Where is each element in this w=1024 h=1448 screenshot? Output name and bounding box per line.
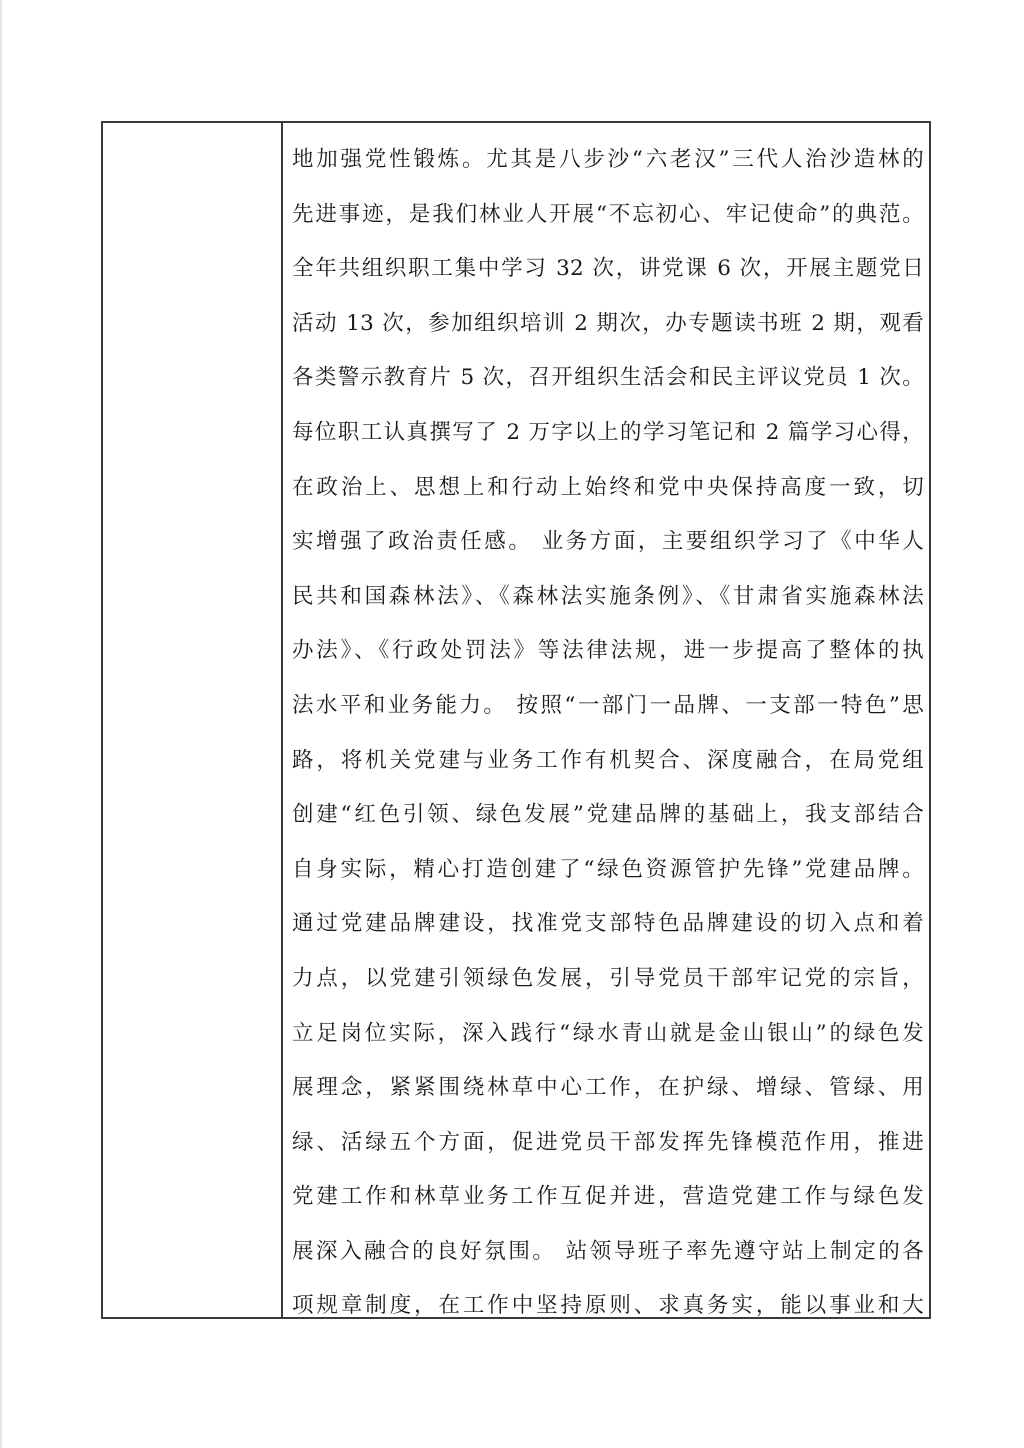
text-line: 先进事迹，是我们林业人开展“不忘初心、牢记使命”的典范。 xyxy=(292,201,924,227)
text-line: 全年共组织职工集中学习 32 次，讲党课 6 次，开展主题党日 xyxy=(292,256,924,282)
text-line: 办法》、《行政处罚法》等法律法规，进一步提高了整体的执 xyxy=(292,638,924,664)
text-line: 各类警示教育片 5 次，召开组织生活会和民主评议党员 1 次。 xyxy=(292,365,924,391)
text-line: 自身实际，精心打造创建了“绿色资源管护先锋”党建品牌。 xyxy=(292,856,924,882)
text-line: 路，将机关党建与业务工作有机契合、深度融合，在局党组 xyxy=(292,747,924,773)
text-line: 展深入融合的良好氛围。 站领导班子率先遵守站上制定的各 xyxy=(292,1238,924,1264)
text-line: 活动 13 次，参加组织培训 2 期次，办专题读书班 2 期，观看 xyxy=(292,310,924,336)
text-line: 立足岗位实际，深入践行“绿水青山就是金山银山”的绿色发 xyxy=(292,1020,924,1046)
text-line: 地加强党性锻炼。尤其是八步沙“六老汉”三代人治沙造林的 xyxy=(292,147,924,172)
text-line: 创建“红色引领、绿色发展”党建品牌的基础上，我支部结合 xyxy=(292,802,924,828)
text-line: 民共和国森林法》、《森林法实施条例》、《甘肃省实施森林法 xyxy=(292,583,924,609)
text-line: 在政治上、思想上和行动上始终和党中央保持高度一致，切 xyxy=(292,474,924,500)
text-line: 实增强了政治责任感。 业务方面，主要组织学习了《中华人 xyxy=(292,529,924,555)
text-line: 力点，以党建引领绿色发展，引导党员干部牢记党的宗旨， xyxy=(292,965,924,991)
page-edge xyxy=(0,0,2,1448)
label-cell xyxy=(103,123,281,1317)
text-line: 每位职工认真撰写了 2 万字以上的学习笔记和 2 篇学习心得， xyxy=(292,419,924,445)
text-line: 党建工作和林草业务工作互促并进，营造党建工作与绿色发 xyxy=(292,1184,924,1210)
form-table xyxy=(101,121,931,1319)
text-line: 法水平和业务能力。 按照“一部门一品牌、一支部一特色”思 xyxy=(292,692,924,718)
text-line: 展理念，紧紧围绕林草中心工作，在护绿、增绿、管绿、用 xyxy=(292,1075,924,1101)
column-divider xyxy=(281,123,283,1317)
text-line: 通过党建品牌建设，找准党支部特色品牌建设的切入点和着 xyxy=(292,911,924,937)
text-line: 绿、活绿五个方面，促进党员干部发挥先锋模范作用，推进 xyxy=(292,1129,924,1155)
text-line: 项规章制度，在工作中坚持原则、求真务实，能以事业和大 xyxy=(292,1293,924,1319)
content-cell xyxy=(292,133,924,1334)
